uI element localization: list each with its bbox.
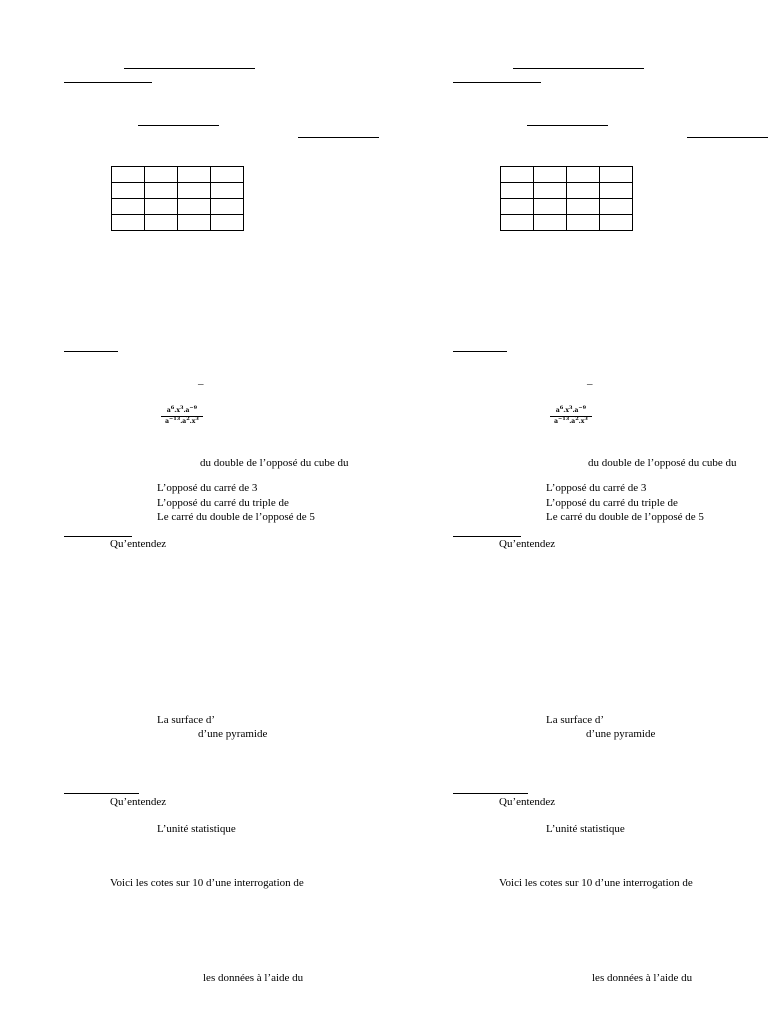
grid-cell <box>112 167 145 183</box>
grid-cell <box>567 183 600 199</box>
grid-cell <box>112 215 145 231</box>
exercise-item: L’opposé du carré du triple de <box>546 497 678 509</box>
statistical-unit-text: L’unité statistique <box>546 823 625 835</box>
grid-cell <box>567 167 600 183</box>
section-rule-2 <box>64 536 132 537</box>
header-rule-score <box>687 137 768 138</box>
grid-cell <box>600 199 633 215</box>
algebraic-fraction <box>161 407 203 426</box>
question-text: Qu’entendez <box>110 538 167 550</box>
grid-cell <box>145 183 178 199</box>
grades-intro-text: Voici les cotes sur 10 d’une interrogation de <box>499 877 693 889</box>
header-rule-name <box>124 68 255 69</box>
exercise-item: L’opposé du carré de 3 <box>157 482 258 494</box>
grid-row <box>501 199 633 215</box>
pyramid-text: d’une pyramide <box>198 728 268 740</box>
exercise-item: Le carré du double de l’opposé de 5 <box>546 511 704 523</box>
grid-cell <box>211 215 244 231</box>
statistical-unit-text: L’unité statistique <box>157 823 236 835</box>
dash-mark: – <box>587 378 593 390</box>
question-text: Qu’entendez <box>499 538 556 550</box>
grid-cell <box>534 167 567 183</box>
question-text: Qu’entendez <box>110 796 167 808</box>
grid-cell <box>112 183 145 199</box>
fraction-numerator: $a^6.x^3.a^{-9}$ <box>550 407 592 417</box>
grid-cell <box>145 199 178 215</box>
fraction-denominator: $a^{-13}.a^2.x^3$ <box>165 416 199 425</box>
grid-cell <box>501 199 534 215</box>
grid-cell <box>178 215 211 231</box>
exercise-item: Le carré du double de l’opposé de 5 <box>157 511 315 523</box>
grid-cell <box>178 167 211 183</box>
header-rule-name <box>513 68 644 69</box>
header-rule-date <box>527 125 608 126</box>
fraction-numerator: $a^6.x^3.a^{-9}$ <box>161 407 203 417</box>
surface-text: La surface d’ <box>157 714 216 726</box>
exercise-item: L’opposé du carré du triple de <box>157 497 289 509</box>
grid-cell <box>211 167 244 183</box>
grid-cell <box>567 199 600 215</box>
grid-cell <box>534 215 567 231</box>
exercise-double-opposite-cube: du double de l’opposé du cube du <box>588 457 737 469</box>
grid-cell <box>211 199 244 215</box>
grid-cell <box>600 215 633 231</box>
grid-cell <box>600 167 633 183</box>
grid-cell <box>112 199 145 215</box>
grid-row <box>112 167 244 183</box>
section-rule-3 <box>453 793 528 794</box>
header-rule-class <box>453 82 541 83</box>
grid-cell <box>211 183 244 199</box>
data-help-text: les données à l’aide du <box>592 972 693 984</box>
exercise-double-opposite-cube: du double de l’opposé du cube du <box>200 457 349 469</box>
grid-cell <box>567 215 600 231</box>
grid-cell <box>145 215 178 231</box>
grades-intro-text: Voici les cotes sur 10 d’une interrogation de <box>110 877 304 889</box>
question-text: Qu’entendez <box>499 796 556 808</box>
grid-row <box>112 215 244 231</box>
grid-row <box>501 215 633 231</box>
section-rule-1 <box>453 351 507 352</box>
grid-cell <box>501 183 534 199</box>
grid-cell <box>534 183 567 199</box>
grid-row <box>112 183 244 199</box>
section-rule-1 <box>64 351 118 352</box>
grid-cell <box>501 167 534 183</box>
grid-cell <box>178 183 211 199</box>
exercise-item: L’opposé du carré de 3 <box>546 482 647 494</box>
grid-row <box>112 199 244 215</box>
header-rule-score <box>298 137 379 138</box>
grid-cell <box>501 215 534 231</box>
pyramid-text: d’une pyramide <box>586 728 656 740</box>
grid-row <box>501 183 633 199</box>
header-rule-date <box>138 125 219 126</box>
fraction-denominator: $a^{-13}.a^2.x^3$ <box>554 416 588 425</box>
section-rule-3 <box>64 793 139 794</box>
section-rule-2 <box>453 536 521 537</box>
answer-grid <box>111 166 244 231</box>
grid-row <box>501 167 633 183</box>
worksheet-right <box>389 0 768 1024</box>
dash-mark: – <box>198 378 204 390</box>
grid-cell <box>145 167 178 183</box>
algebraic-fraction <box>550 407 592 426</box>
data-help-text: les données à l’aide du <box>203 972 304 984</box>
grid-cell <box>534 199 567 215</box>
surface-text: La surface d’ <box>546 714 605 726</box>
grid-cell <box>178 199 211 215</box>
grid-cell <box>600 183 633 199</box>
header-rule-class <box>64 82 152 83</box>
answer-grid <box>500 166 633 231</box>
